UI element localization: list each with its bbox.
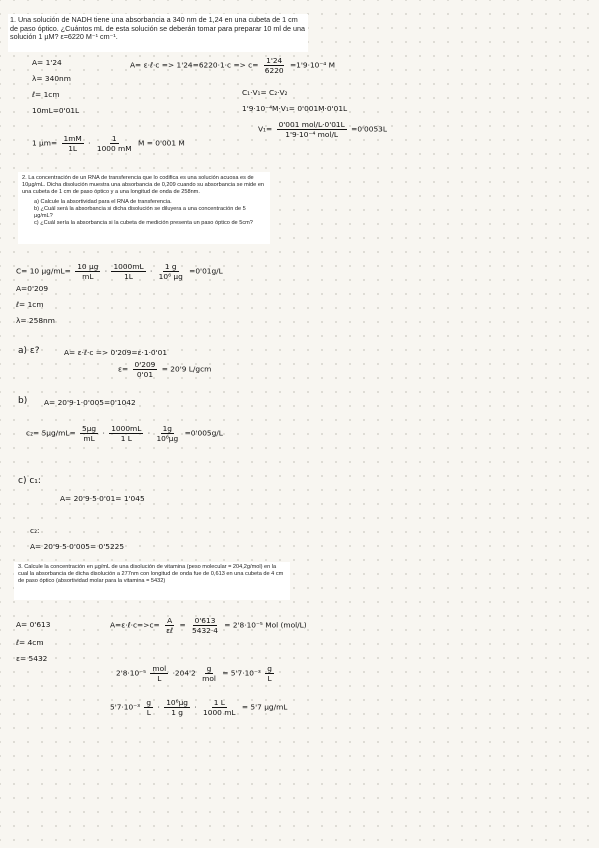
p2-b-num-2: 1000mL bbox=[111, 424, 142, 433]
p2-conc-num-2: 1000mL bbox=[113, 262, 144, 271]
problem2-item-b: b) ¿Cuál será la absorbancia si dicha disolución se diluyera a una concentración de 5 µg/mL? bbox=[34, 206, 246, 219]
p2-conc-result: =0'01g/L bbox=[189, 266, 223, 276]
p3-eq2-num-2: g bbox=[206, 664, 212, 673]
problem3-text: 3. Calcule la concentración en µg/mL de una disolución de vitamina (peso molecular = 204,2g/mol) en la cual la absorbancia de dicha disolución a 277nm con longitud de onda fue de 0,613 en una cubeta de 4 cm de paso óptico (absortividad molar para la vitamina = 5432) bbox=[18, 564, 284, 584]
p2-b-dot-1: · bbox=[102, 428, 105, 438]
p3-eq3-num-2: 10⁶µg bbox=[166, 698, 188, 707]
p3-eq1-den-2: 5432·4 bbox=[192, 626, 218, 635]
p3-concentration-solution bbox=[110, 616, 307, 635]
p2-conc-den-2: 1L bbox=[124, 272, 133, 281]
p3-eq2-den-1: L bbox=[157, 674, 162, 683]
problem2-item-a: a) Calcule la absortividad para el RNA de transferencia. bbox=[34, 199, 172, 205]
p1-eq1-lhs: A= ε·ℓ·c => 1'24=6220·1·c => c= bbox=[130, 60, 259, 70]
p2-part-c-equation-2: A= 20'9·5·0'005= 0'5225 bbox=[30, 542, 125, 551]
p3-eq2-fraction-3 bbox=[265, 664, 274, 683]
p1-data-path: ℓ= 1cm bbox=[32, 90, 60, 99]
problem1-text: 1. Una solución de NADH tiene una absorbancia a 340 nm de 1,24 en una cubeta de 1 cm de paso óptico. ¿Cuántos mL de esta solución se deberán tomar para preparar 10 ml de una solución 1 µM? ε=6220 M⁻¹ cm⁻¹. bbox=[10, 15, 305, 42]
p2-part-b-label: b) bbox=[18, 396, 28, 406]
p1-conv-result: M = 0'001 M bbox=[137, 138, 185, 148]
p3-eq3-dot-1: · bbox=[157, 702, 160, 712]
p3-data-path: ℓ= 4cm bbox=[16, 638, 44, 647]
p2-data-path: ℓ= 1cm bbox=[16, 300, 44, 309]
p1-unit-conversion bbox=[32, 134, 185, 153]
p3-eq3-den-2: 1 g bbox=[171, 708, 183, 717]
p2-a-result: = 20'9 L/gcm bbox=[161, 364, 212, 374]
p1-eq1-den: 6220 bbox=[264, 66, 284, 75]
p2-b-den-2: 1 L bbox=[120, 434, 132, 443]
p3-eq2-eq: = 5'7·10⁻³ bbox=[222, 668, 261, 678]
p3-eq3-den-3: 1000 mL bbox=[203, 708, 236, 717]
p2-b-dot-2: · bbox=[147, 428, 151, 438]
p2-conc-fraction-1 bbox=[75, 262, 100, 281]
p3-eq1-mid: = bbox=[179, 620, 186, 630]
p2-conc-num-1: 10 µg bbox=[77, 262, 99, 271]
p2-b-result: =0'005g/L bbox=[184, 428, 223, 438]
p1-eq1-num: 1'24 bbox=[266, 56, 283, 65]
p2-a-num: 0'209 bbox=[134, 360, 156, 369]
p1-conv-den-1: 1L bbox=[68, 144, 78, 153]
p2-b-den-1: mL bbox=[83, 434, 95, 443]
p2-b-c2: c₂= 5µg/mL= bbox=[26, 428, 76, 438]
p1-conv-num-2: 1 bbox=[111, 134, 117, 143]
p2-concentration-conversion bbox=[16, 262, 223, 281]
p3-eq3-result: = 5'7 µg/mL bbox=[241, 702, 288, 712]
p3-eq1-result: = 2'8·10⁻⁵ Mol (mol/L) bbox=[224, 620, 307, 630]
p1-data-absorbance: A= 1'24 bbox=[32, 58, 62, 67]
p1-conv-fraction-1 bbox=[62, 134, 84, 153]
p1-eq4-num: 0'001 mol/L·0'01L bbox=[278, 120, 345, 129]
p2-conc-lhs: C= 10 µg/mL= bbox=[16, 266, 71, 276]
p2-conc-fraction-3 bbox=[157, 262, 185, 281]
p3-eq2-mid: ·204'2 bbox=[172, 668, 196, 678]
p1-conv-fraction-2 bbox=[95, 134, 134, 153]
p2-a-fraction bbox=[133, 360, 158, 379]
p3-eq1-fraction-2 bbox=[190, 616, 220, 635]
problem2-item-c: c) ¿Cuál sería la absorbancia si la cubeta de medición presenta un paso óptico de 5cm? bbox=[34, 220, 253, 226]
p2-a-lhs: ε= bbox=[118, 364, 129, 374]
problem1-statement bbox=[8, 14, 308, 52]
p2-b-fraction-3 bbox=[154, 424, 180, 443]
p3-eq1-den: εℓ bbox=[166, 626, 174, 635]
p1-conv-dot: · bbox=[88, 138, 91, 148]
p3-eq2-fraction-2 bbox=[200, 664, 218, 683]
p1-beer-lambert-equation bbox=[130, 56, 335, 75]
p2-a-den: 0'01 bbox=[136, 370, 154, 379]
p2-conc-den-3: 10⁶ µg bbox=[158, 272, 183, 281]
p1-eq4-result: =0'0053L bbox=[351, 124, 387, 134]
p3-eq3-fraction-1 bbox=[144, 698, 153, 717]
p2-conc-num-3: 1 g bbox=[164, 262, 177, 271]
p3-eq2-fraction-1 bbox=[150, 664, 168, 683]
p2-b-fraction-2 bbox=[109, 424, 143, 443]
p2-part-a-solution bbox=[118, 360, 211, 379]
p1-eq1-result: =1'9·10⁻⁴ M bbox=[289, 60, 335, 70]
p3-eq1-lhs: A=ε·ℓ·c=>c= bbox=[110, 620, 160, 630]
p1-eq4-den: 1'9·10⁻⁴ mol/L bbox=[285, 130, 339, 139]
p2-part-c-label-2: c₂: bbox=[30, 526, 40, 535]
p2-b-num-1: 5µg bbox=[82, 424, 97, 433]
p3-mass-conversion bbox=[116, 664, 276, 683]
p3-eq3-lhs: 5'7·10⁻³ bbox=[110, 702, 141, 712]
problem3-statement bbox=[14, 562, 290, 600]
p1-eq1-fraction bbox=[263, 56, 286, 75]
p2-b-num-3: 1g bbox=[162, 424, 173, 433]
p3-eq2-num-3: g bbox=[267, 664, 272, 673]
p2-conc-fraction-2 bbox=[111, 262, 145, 281]
p3-eq3-num-3: 1 L bbox=[213, 698, 225, 707]
p2-part-a-label: a) ε? bbox=[18, 346, 40, 356]
p1-conv-den-2: 1000 mM bbox=[96, 144, 132, 153]
p1-data-wavelength: λ= 340nm bbox=[32, 74, 71, 83]
p3-data-absorptivity: ε= 5432 bbox=[16, 654, 48, 663]
p3-eq3-fraction-3 bbox=[201, 698, 237, 717]
p3-eq3-fraction-2 bbox=[164, 698, 190, 717]
p1-conv-num-1: 1mM bbox=[63, 134, 82, 143]
p2-part-c-equation-1: A= 20'9·5·0'01= 1'045 bbox=[60, 494, 145, 503]
p3-eq2-den-2: mol bbox=[202, 674, 216, 683]
p3-eq1-num-2: 0'613 bbox=[194, 616, 216, 625]
p2-data-wavelength: λ= 258nm bbox=[16, 316, 55, 325]
p3-eq3-dot-2: · bbox=[194, 702, 197, 712]
p3-eq2-den-3: L bbox=[267, 674, 272, 683]
p2-b-den-3: 10⁶µg bbox=[156, 434, 179, 443]
p3-eq3-den-1: L bbox=[146, 708, 151, 717]
p2-data-absorbance: A=0'209 bbox=[16, 284, 49, 293]
p3-eq3-num-1: g bbox=[146, 698, 152, 707]
p2-part-b-equation: A= 20'9·1·0'005=0'1042 bbox=[44, 398, 136, 407]
p3-eq1-fraction-1 bbox=[164, 616, 175, 635]
p1-dilution-equation: C₁·V₁= C₂·V₂ bbox=[242, 88, 288, 97]
p1-eq4-fraction bbox=[277, 120, 347, 139]
p2-b-fraction-1 bbox=[80, 424, 98, 443]
p1-dilution-substitution: 1'9·10⁻⁴M·V₁= 0'001M·0'01L bbox=[242, 104, 348, 113]
p1-data-volume: 10mL=0'01L bbox=[32, 106, 80, 115]
p2-conc-dot-2: · bbox=[149, 266, 153, 276]
p3-eq1-num: A bbox=[167, 616, 173, 625]
p1-volume-solution bbox=[258, 120, 387, 139]
problem2-statement bbox=[18, 172, 270, 244]
problem2-text: 2. La concentración de un RNA de transferencia que lo codifica es una solución acuosa es de 10µg/mL. Dicha disolución muestra una absorbancia de 0,209 cuando su absorbancia se mide en una cubeta de 1 cm de paso óptico y a una longitud de onda de 258nm. bbox=[22, 175, 265, 195]
p2-part-b-concentration bbox=[26, 424, 223, 443]
p2-part-c-label: c) c₁: bbox=[18, 476, 41, 486]
p3-data-absorbance: A= 0'613 bbox=[16, 620, 51, 629]
p3-eq2-num-1: mol bbox=[152, 664, 167, 673]
p2-conc-dot-1: · bbox=[104, 266, 108, 276]
p3-eq2-lhs: 2'8·10⁻⁵ bbox=[116, 668, 147, 678]
p1-conv-lhs: 1 µm= bbox=[32, 138, 58, 148]
p2-conc-den-1: mL bbox=[82, 272, 94, 281]
p2-part-a-equation: A= ε·ℓ·c => 0'209=ε·1·0'01 bbox=[64, 348, 168, 357]
p3-final-conversion bbox=[110, 698, 287, 717]
p1-eq4-lhs: V₁= bbox=[258, 124, 273, 134]
